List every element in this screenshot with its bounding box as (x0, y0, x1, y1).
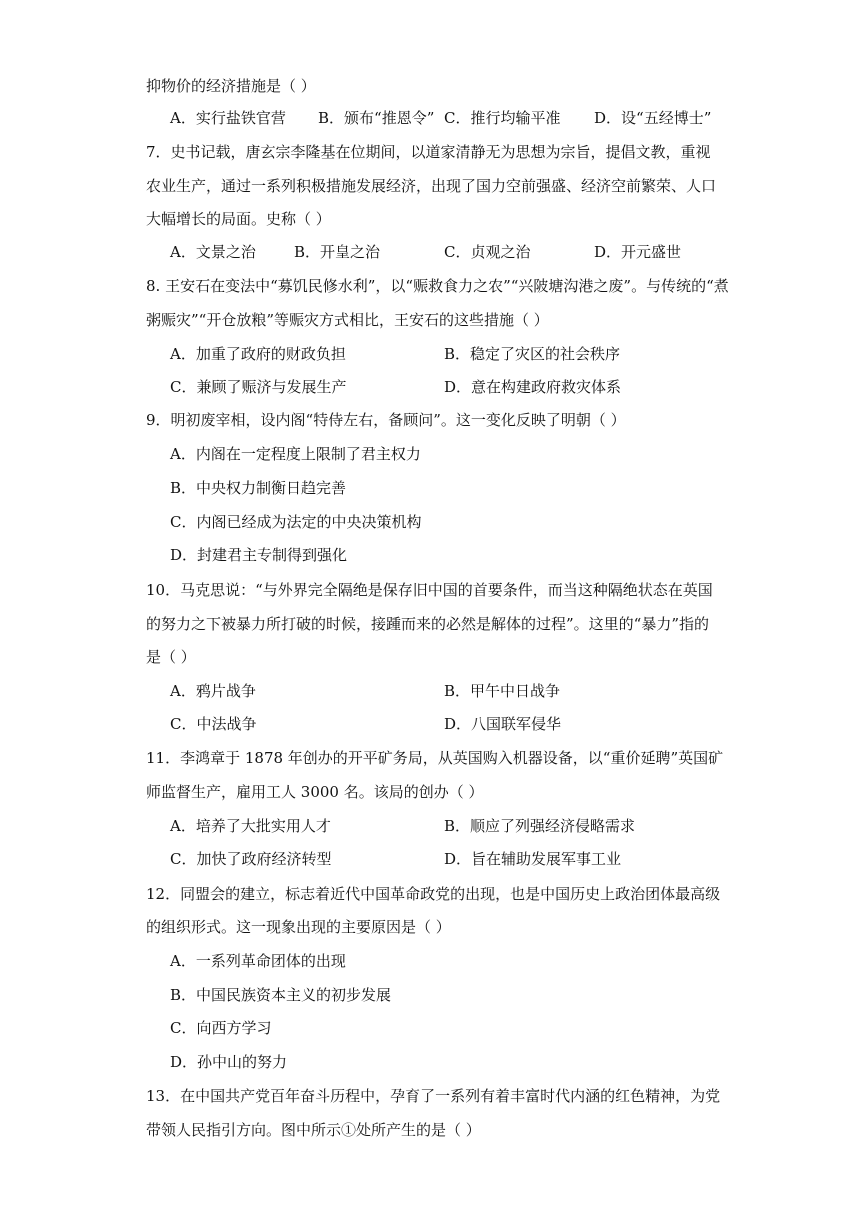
q11-option-b[interactable]: B．顺应了列强经济侵略需求 (444, 817, 636, 835)
q8-option-d[interactable]: D．意在构建政府救灾体系 (444, 378, 622, 396)
q6-option-c[interactable]: C．推行均输平准 (444, 109, 561, 127)
q10-option-d[interactable]: D．八国联军侵华 (444, 715, 562, 733)
q12-option-a[interactable]: A．一系列革命团体的出现 (170, 952, 346, 970)
q7-line-1: 7．史书记载，唐玄宗李隆基在位期间，以道家清静无为思想为宗旨，提倡文教，重视 (146, 143, 711, 161)
q11-option-a[interactable]: A．培养了大批实用人才 (170, 817, 331, 835)
q6-stem-tail: 抑物价的经济措施是（ ） (146, 77, 316, 95)
q6-option-a[interactable]: A．实行盐铁官营 (170, 109, 286, 127)
q10-line-2: 的努力之下被暴力所打破的时候，接踵而来的必然是解体的过程”。这里的“暴力”指的 (146, 615, 710, 633)
q12-option-b[interactable]: B．中国民族资本主义的初步发展 (170, 986, 392, 1004)
q11-option-d[interactable]: D．旨在辅助发展军事工业 (444, 850, 622, 868)
q12-option-c[interactable]: C．向西方学习 (170, 1019, 272, 1037)
q9-option-b[interactable]: B．中央权力制衡日趋完善 (170, 479, 347, 497)
q7-options (0, 242, 860, 262)
q13-line-1: 13．在中国共产党百年奋斗历程中，孕育了一系列有着丰富时代内涵的红色精神，为党 (146, 1087, 721, 1105)
q10-option-c[interactable]: C．中法战争 (170, 715, 257, 733)
q7-option-d[interactable]: D．开元盛世 (594, 243, 682, 261)
q9-option-a[interactable]: A．内阁在一定程度上限制了君主权力 (170, 445, 421, 463)
q9-option-c[interactable]: C．内阁已经成为法定的中央决策机构 (170, 513, 422, 531)
q12-line-1: 12．同盟会的建立，标志着近代中国革命政党的出现，也是中国历史上政治团体最高级 (146, 885, 721, 903)
q9-option-d[interactable]: D．封建君主专制得到强化 (170, 546, 348, 564)
q8-line-1: 8. 王安石在变法中“募饥民修水利”，以“赈救食力之农”“兴陂塘沟港之废”。与传统的“煮 (146, 277, 729, 295)
q8-line-2: 粥赈灾”“开仓放粮”等赈灾方式相比，王安石的这些措施（ ） (146, 311, 549, 329)
q13-line-2: 带领人民指引方向。图中所示①处所产生的是（ ） (146, 1121, 481, 1139)
q9-line-1: 9．明初废宰相，设内阁“特侍左右，备顾问”。这一变化反映了明朝（ ） (146, 411, 626, 429)
q7-line-3: 大幅增长的局面。史称（ ） (146, 210, 331, 228)
q10-line-3: 是（ ） (146, 648, 196, 666)
q10-option-a[interactable]: A．鸦片战争 (170, 682, 256, 700)
q6-options (0, 108, 860, 128)
q12-line-2: 的组织形式。这一现象出现的主要原因是（ ） (146, 918, 451, 936)
q7-option-c[interactable]: C．贞观之治 (444, 243, 531, 261)
q8-option-b[interactable]: B．稳定了灾区的社会秩序 (444, 345, 621, 363)
q8-option-c[interactable]: C．兼顾了赈济与发展生产 (170, 378, 347, 396)
q11-option-c[interactable]: C．加快了政府经济转型 (170, 850, 332, 868)
q7-line-2: 农业生产，通过一系列积极措施发展经济，出现了国力空前强盛、经济空前繁荣、人口 (146, 177, 717, 195)
q10-option-b[interactable]: B．甲午中日战争 (444, 682, 561, 700)
q7-option-a[interactable]: A．文景之治 (170, 243, 256, 261)
q7-option-b[interactable]: B．开皇之治 (294, 243, 381, 261)
q6-option-d[interactable]: D．设“五经博士” (594, 109, 712, 127)
q8-option-a[interactable]: A．加重了政府的财政负担 (170, 345, 346, 363)
q10-line-1: 10．马克思说：“与外界完全隔绝是保存旧中国的首要条件，而当这种隔绝状态在英国 (146, 581, 713, 599)
q12-option-d[interactable]: D．孙中山的努力 (170, 1053, 288, 1071)
q11-line-2: 师监督生产，雇用工人 3000 名。该局的创办（ ） (146, 783, 484, 801)
q11-line-1: 11．李鸿章于 1878 年创办的开平矿务局，从英国购入机器设备，以“重价延聘”英国矿 (146, 749, 724, 767)
q6-option-b[interactable]: B．颁布“推恩令” (318, 109, 435, 127)
